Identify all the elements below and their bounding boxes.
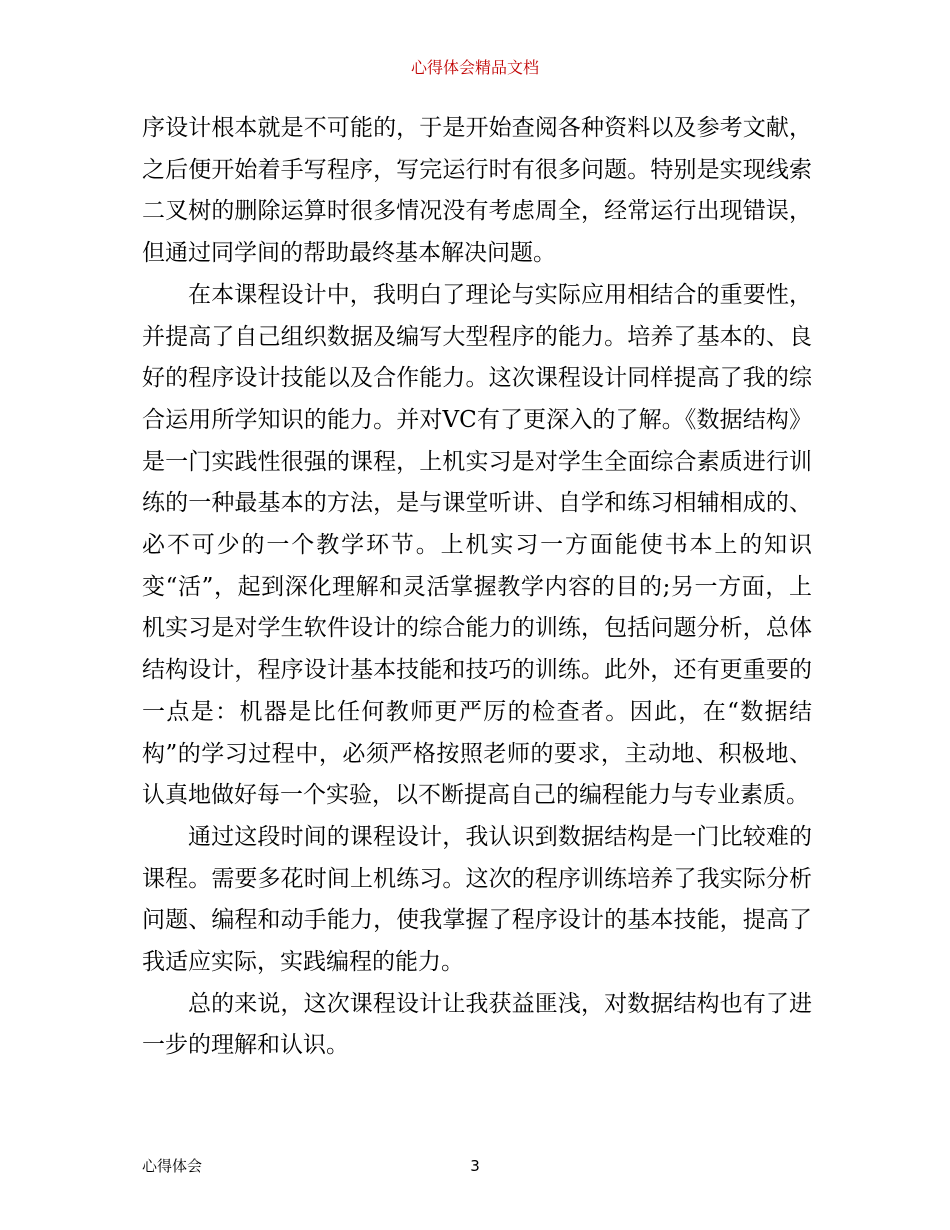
paragraph-conclusion: 总的来说，这次课程设计让我获益匪浅，对数据结构也有了进一步的理解和认识。 [142,990,812,1059]
page-number: 3 [470,1157,480,1175]
document-body [142,108,812,1067]
paragraph-reflection: 通过这段时间的课程设计，我认识到数据结构是一门比较难的课程。需要多花时间上机练习。这次的程序训练培养了我实际分析问题、编程和动手能力，使我掌握了程序设计的基本技能，提高了我适应实际，实践编程的能力。 [142,823,812,976]
page-header-title: 心得体会精品文档 [410,58,539,77]
paragraph-continued: 序设计根本就是不可能的，于是开始查阅各种资料以及参考文献，之后便开始着手写程序，写完运行时有很多问题。特别是实现线索二叉树的删除运算时很多情况没有考虑周全，经常运行出现错误，但通过同学间的帮助最终基本解决问题。 [142,115,812,267]
footer-label: 心得体会 [142,1157,203,1175]
paragraph-course-design: 在本课程设计中，我明白了理论与实际应用相结合的重要性，并提高了自己组织数据及编写大型程序的能力。培养了基本的、良好的程序设计技能以及合作能力。这次课程设计同样提高了我的综合运用所学知识的能力。并对VC有了更深入的了解。《数据结构》是一门实践性很强的课程，上机实习是对学生全面综合素质进行训练的一种最基本的方法，是与课堂听讲、自学和练习相辅相成的、必不可少的一个教学环节。上机实习一方面能使书本上的知识变“活”，起到深化理解和灵活掌握教学内容的目的;另一方面，上机实习是对学生软件设计的综合能力的训练，包括问题分析，总体结构设计，程序设计基本技能和技巧的训练。此外，还有更重要的一点是：机器是比任何教师更严厉的检查者。因此，在“数据结构”的学习过程中，必须严格按照老师的要求，主动地、积极地、认真地做好每一个实验，以不断提高自己的编程能力与专业素质。 [142,281,812,809]
